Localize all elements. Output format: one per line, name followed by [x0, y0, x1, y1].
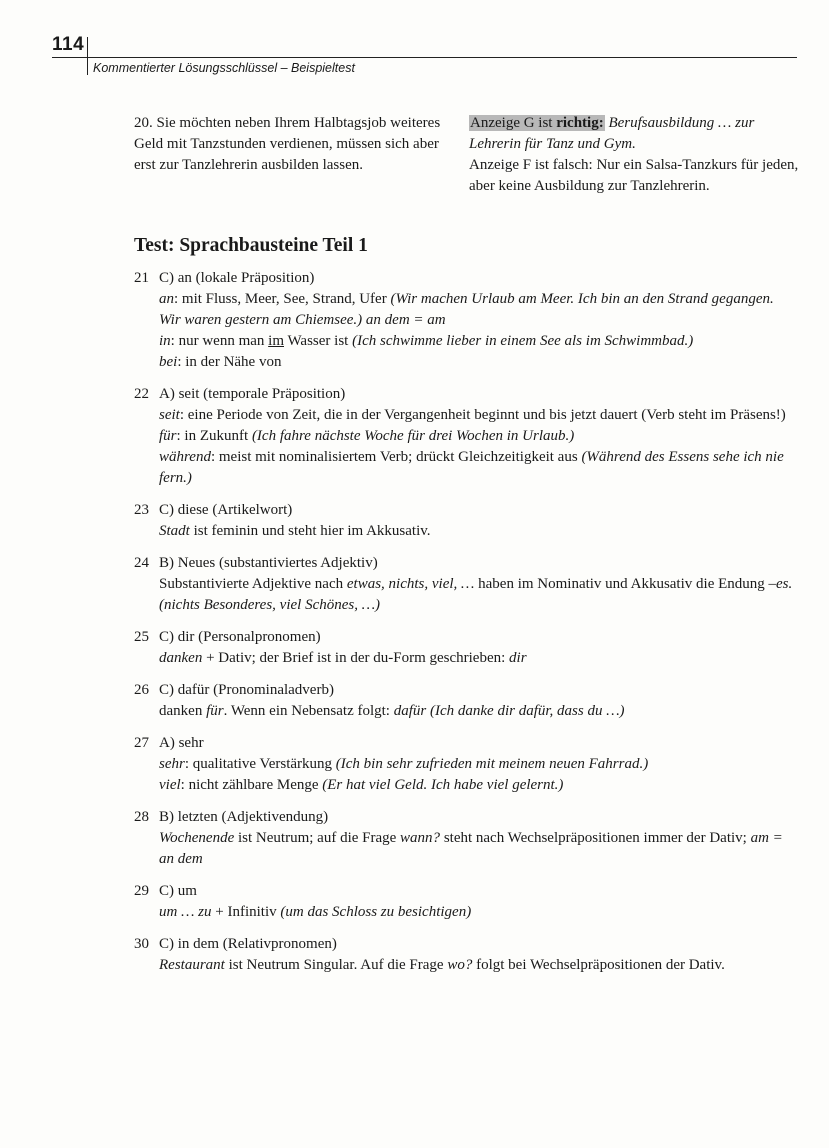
answer-20-line2: Anzeige F ist falsch: Nur ein Salsa-Tanzkurs für jeden, aber keine Ausbildung zur Tanzlehrerin. — [469, 157, 799, 194]
page-number: 114 — [52, 34, 85, 55]
answer-item-22: 22 A) seit (temporale Präposition) seit: eine Periode von Zeit, die in der Vergangenheit beginnt und bis jetzt dauert (Verb steht im Präsens!) für: in Zukunft (Ich fahre nächste Woche für drei Wochen in Urlaub.) während: meist mit nominalisiertem Verb; drückt Gleichzeitigkeit aus (Während des Essens sehe ich nie fern.) — [134, 386, 786, 486]
answer-20-highlight: Anzeige G ist richtig: — [470, 115, 604, 131]
question-20: 20. Sie möchten neben Ihrem Halbtagsjob weiteres Geld mit Tanzstunden verdienen, müssen sich aber erst zur Tanzlehrerin ausbilden lassen. — [134, 115, 441, 173]
answer-item-24: 24 B) Neues (substantiviertes Adjektiv) Substantivierte Adjektive nach etwas, nichts, viel, … haben im Nominativ und Akkusativ die Endung –es. (nichts Besonderes, viel Schönes, …) — [134, 555, 793, 613]
section-title: Test: Sprachbausteine Teil 1 — [134, 235, 368, 256]
answer-item-28: 28 B) letzten (Adjektivendung) Wochenende ist Neutrum; auf die Frage wann? steht nach Wechselpräpositionen immer der Dativ; am = an dem — [134, 809, 783, 867]
header-rule — [52, 57, 797, 58]
answer-list — [134, 268, 794, 987]
answer-item-29: 29 C) um um … zu + Infinitiv (um das Schloss zu besichtigen) — [134, 883, 472, 920]
answer-item-23: 23 C) diese (Artikelwort) Stadt ist feminin und steht hier im Akkusativ. — [134, 502, 431, 539]
answer-item-21: 21 C) an (lokale Präposition) an: mit Fluss, Meer, See, Strand, Ufer (Wir machen Urlaub am Meer. Ich bin an den Strand gegangen. Wir waren gestern am Chiemsee.) an dem = am in: nur wenn man im Wasser ist (Ich schwimme lieber in einem See als im Schwimmbad.) bei: in der Nähe von — [134, 270, 774, 370]
running-title: Kommentierter Lösungsschlüssel – Beispieltest — [93, 61, 355, 75]
answer-item-27: 27 A) sehr sehr: qualitative Verstärkung (Ich bin sehr zufrieden mit meinem neuen Fahrrad.) viel: nicht zählbare Menge (Er hat viel Geld. Ich habe viel gelernt.) — [134, 735, 649, 793]
answer-item-25: 25 C) dir (Personalpronomen) danken + Dativ; der Brief ist in der du-Form geschrieben: dir — [134, 629, 527, 666]
answer-item-30: 30 C) in dem (Relativpronomen) Restaurant ist Neutrum Singular. Auf die Frage wo? folgt bei Wechselpräpositionen der Dativ. — [134, 936, 725, 973]
header-divider — [87, 37, 88, 75]
answer-item-26: 26 C) dafür (Pronominaladverb) danken für. Wenn ein Nebensatz folgt: dafür (Ich danke dir dafür, dass du …) — [134, 682, 625, 719]
answer-20: Anzeige G ist richtig: Berufsausbildung … zur Lehrerin für Tanz und Gym. Anzeige F ist falsch: Nur ein Salsa-Tanzkurs für jeden, aber keine Ausbildung zur Tanzlehrerin. — [469, 115, 799, 194]
